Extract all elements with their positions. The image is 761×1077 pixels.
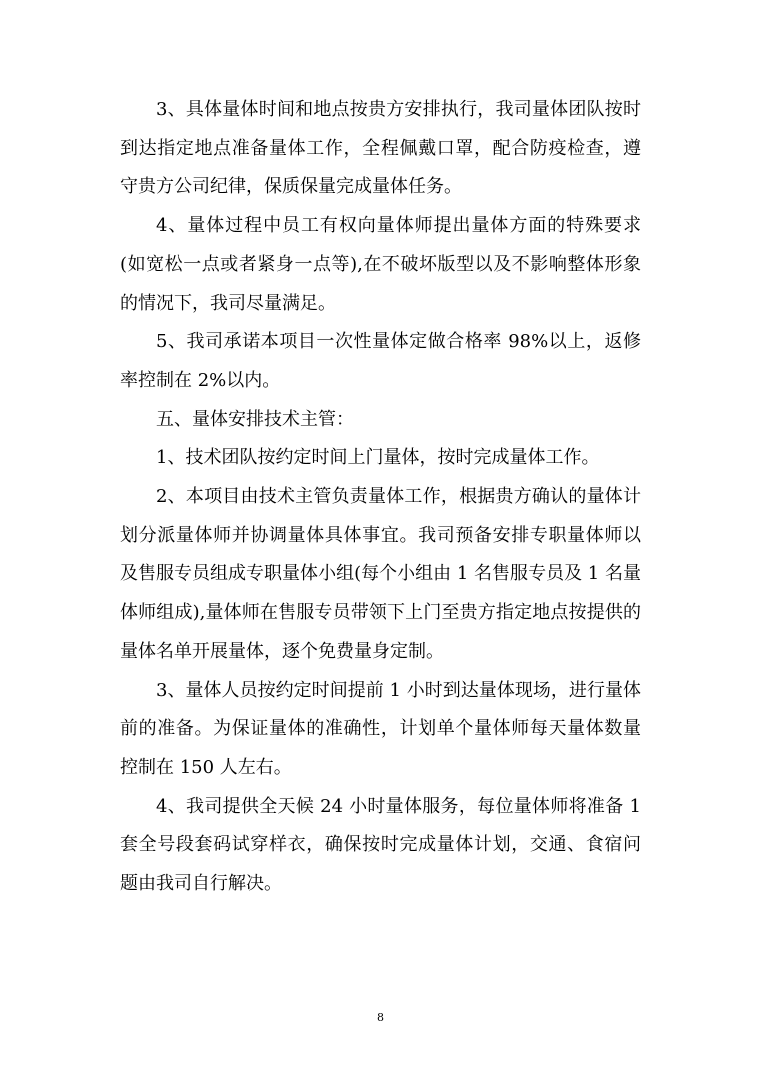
paragraph-pass-rate: 5、我司承诺本项目一次性量体定做合格率 98%以上，返修率控制在 2%以内。: [120, 331, 641, 391]
paragraph-team-schedule: 1、技术团队按约定时间上门量体，按时完成量体工作。: [156, 447, 600, 469]
page-number: 8: [377, 1011, 384, 1024]
paragraph-24h-service: 4、我司提供全天候 24 小时量体服务，每位量体师将准备 1 套全号段套码试穿样衣，确保按时完成量体计划，交通、食宿问题由我司自行解决。: [120, 795, 641, 895]
paragraph-arrival-preparation: 3、量体人员按约定时间提前 1 小时到达量体现场，进行量体前的准备。为保证量体的准确性，计划单个量体师每天量体数量控制在 150 人左右。: [120, 679, 641, 778]
document-body: [120, 91, 641, 904]
section-heading-technical-supervisor: 五、量体安排技术主管：: [156, 408, 354, 430]
paragraph-measurement-time-location: 3、具体量体时间和地点按贵方安排执行，我司量体团队按时到达指定地点准备量体工作，全程佩戴口罩，配合防疫检查，遵守贵方公司纪律，保质保量完成量体任务。: [120, 99, 641, 198]
paragraph-special-requirements: 4、量体过程中员工有权向量体师提出量体方面的特殊要求(如宽松一点或者紧身一点等),在不破坏版型以及不影响整体形象的情况下，我司尽量满足。: [120, 215, 641, 314]
paragraph-supervisor-responsibility: 2、本项目由技术主管负责量体工作，根据贵方确认的量体计划分派量体师并协调量体具体事宜。我司预备安排专职量体师以及售服专员组成专职量体小组(每个小组由 1 名售服专员及 1 名量体师组成),量体师在售服专员带领下上门至贵方指定地点按提供的量体名单开展量体，逐个免费量身定制。: [120, 486, 641, 662]
